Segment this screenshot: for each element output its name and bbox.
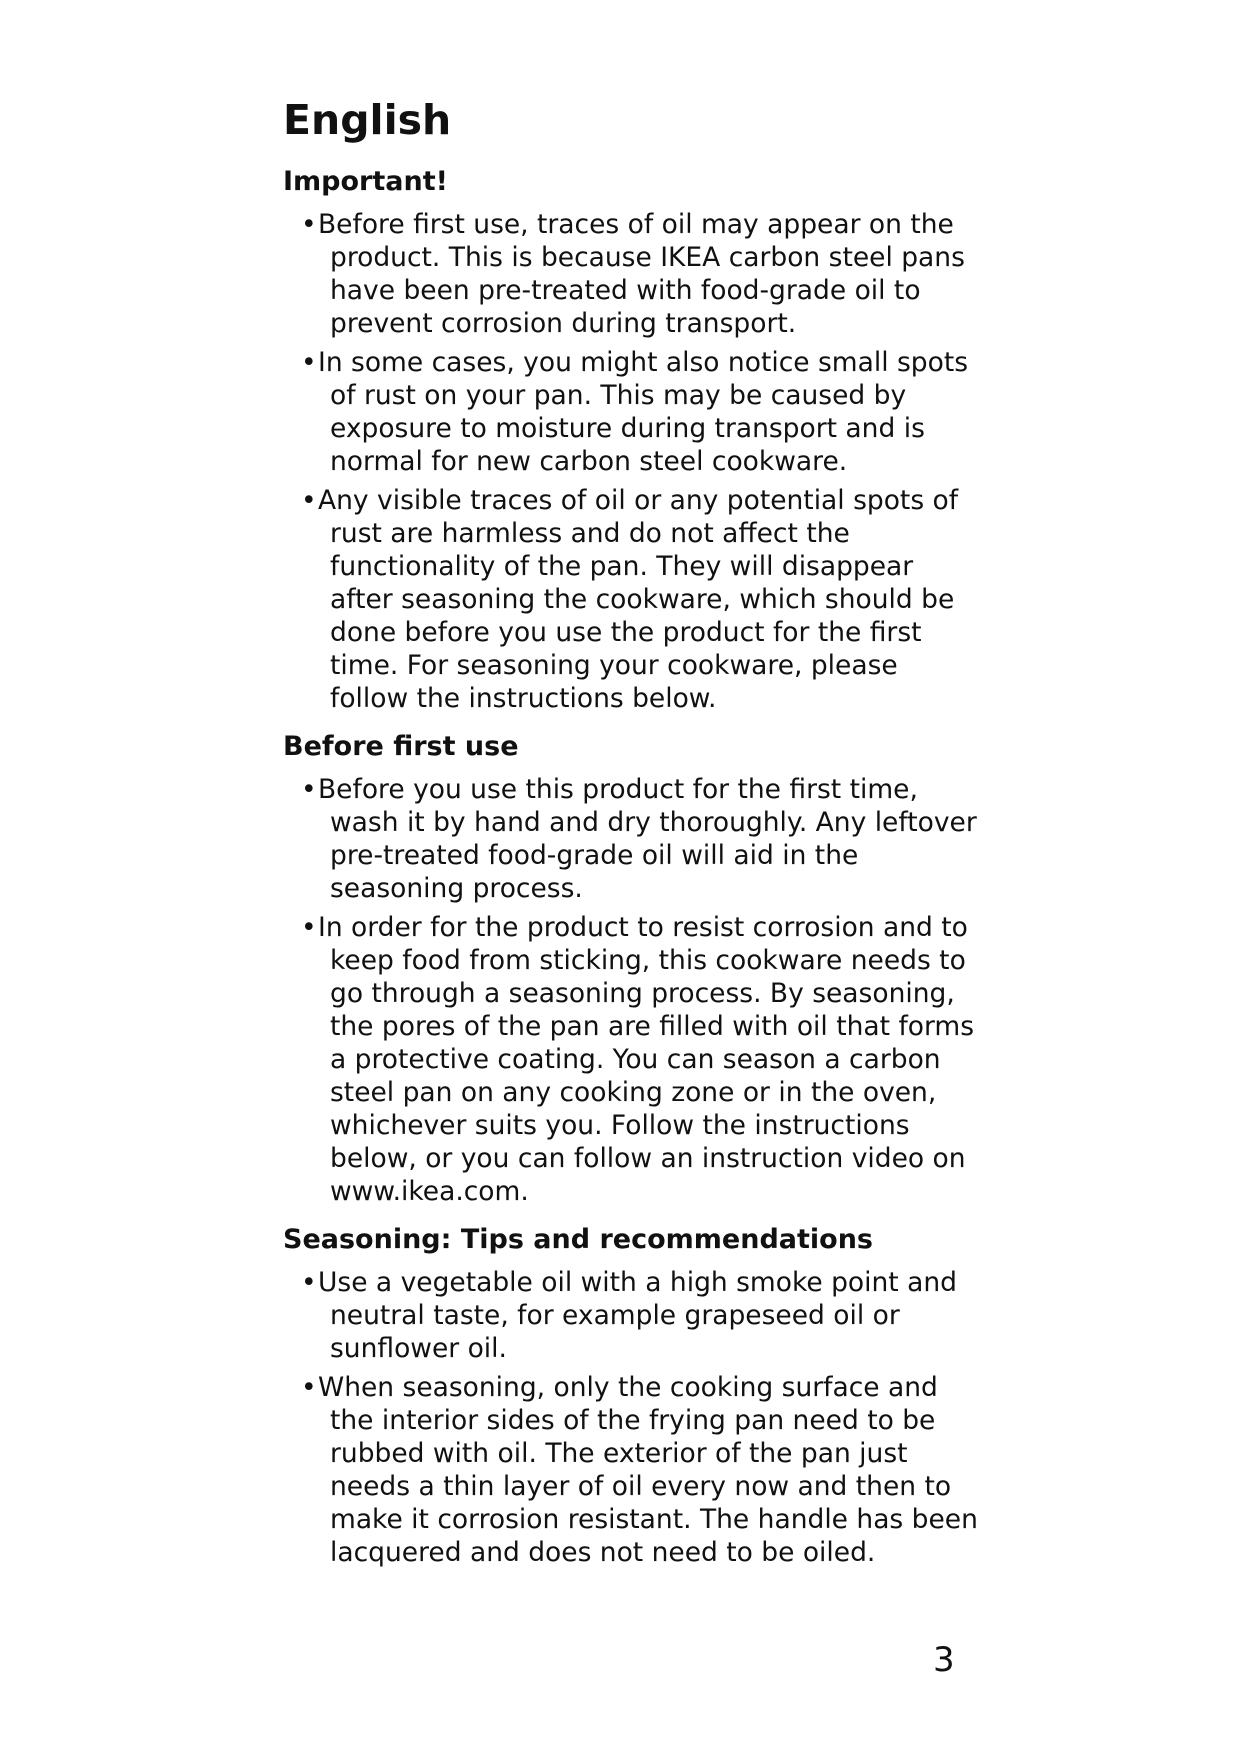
bullet-text: In order for the product to resist corrosion and to keep food from sticking, this cookware needs to go through a seasoning process. By seasoning, the pores of the pan are filled with oil that forms a protective coating. You can season a carbon steel pan on any cooking zone or in the oven, whichever suits you. Follow the instructions below, or you can follow an instruction video on www.ikea.com. (318, 912, 975, 1207)
section-important (283, 164, 983, 715)
bullet-list-important (283, 208, 983, 715)
bullet-text: In some cases, you might also notice small spots of rust on your pan. This may be caused by exposure to moisture during transport and is normal for new carbon steel cookware. (318, 347, 969, 477)
section-heading-important: Important! (283, 166, 448, 197)
list-item (283, 484, 983, 715)
list-item (283, 346, 983, 478)
bullet-text: Use a vegetable oil with a high smoke point and neutral taste, for example grapeseed oil or sunflower oil. (318, 1267, 957, 1364)
bullet-text: When seasoning, only the cooking surface and the interior sides of the frying pan need to be rubbed with oil. The exterior of the pan just needs a thin layer of oil every now and then to make it corrosion resistant. The handle has been lacquered and does not need to be oiled. (318, 1372, 978, 1568)
bullet-text: Before first use, traces of oil may appear on the product. This is because IKEA carbon steel pans have been pre-treated with food-grade oil to prevent corrosion during transport. (318, 209, 965, 339)
bullet-icon: • (301, 1372, 317, 1403)
bullet-icon: • (301, 912, 317, 943)
section-seasoning-tips (283, 1222, 983, 1569)
section-before-first-use (283, 729, 983, 1208)
bullet-list-before-first-use (283, 773, 983, 1208)
page-number: 3 (933, 1640, 955, 1680)
bullet-text: Before you use this product for the first time, wash it by hand and dry thoroughly. Any leftover pre-treated food-grade oil will aid in the seasoning process. (318, 774, 977, 904)
list-item (283, 1266, 983, 1365)
list-item (283, 911, 983, 1208)
bullet-icon: • (301, 774, 317, 805)
list-item (283, 208, 983, 340)
language-title: English (283, 96, 452, 144)
document-page (283, 92, 983, 1583)
bullet-icon: • (301, 485, 317, 516)
bullet-icon: • (301, 1267, 317, 1298)
list-item (283, 1371, 983, 1569)
section-heading-before-first-use: Before first use (283, 731, 519, 762)
bullet-icon: • (301, 209, 317, 240)
list-item (283, 773, 983, 905)
bullet-text: Any visible traces of oil or any potential spots of rust are harmless and do not affect the functionality of the pan. They will disappear after seasoning the cookware, which should be done before you use the product for the first time. For seasoning your cookware, please follow the instructions below. (318, 485, 959, 714)
bullet-list-seasoning-tips (283, 1266, 983, 1569)
bullet-icon: • (301, 347, 317, 378)
section-heading-seasoning-tips: Seasoning: Tips and recommendations (283, 1224, 873, 1255)
